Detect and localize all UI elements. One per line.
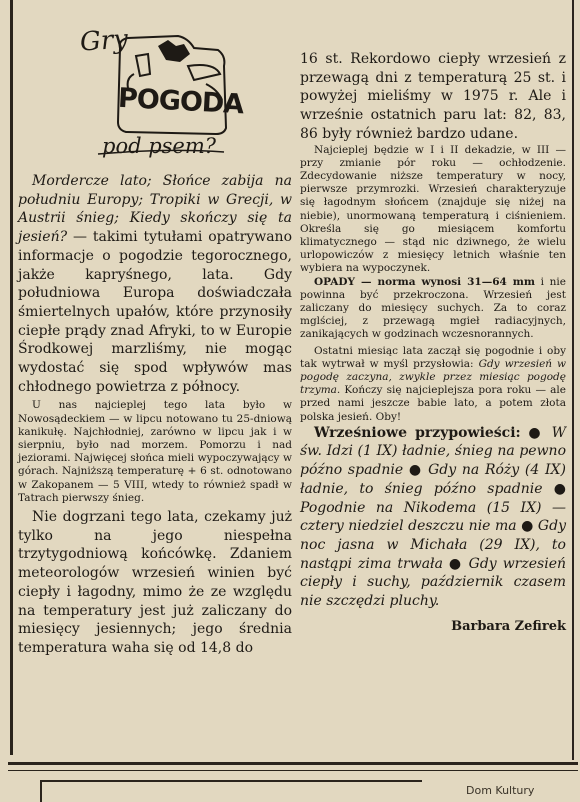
author-signature: Barbara Zefirek	[451, 618, 566, 634]
next-article-fragment: Dom Kultury	[466, 784, 535, 797]
paragraph-september-cont: 16 st. Rekordowo ciepły wrzesień z przewagą dni z temperaturą 25 st. i powyżej mieliśmy w 1975 r. Ale i wrześnie ostatnich paru lat: 82, 83, 86 były również bardzo udane.	[300, 51, 566, 142]
precipitation-lead: OPADY — norma wynosi 31—64 mm	[314, 275, 536, 288]
paragraph-september: Nie dogrzani tego lata, czekamy już tylko na jego niespełna trzytygodniową końcówkę. Zdaniem meteorologów wrzesień winien być ciepły i łagodny, mimo że ze względu na temperatury jest już zaliczany do miesięcy jesiennych; jego średnia temperatura waha się od 14,8 do	[18, 509, 292, 656]
next-article-frame	[40, 780, 422, 802]
proverbs-text: W św. Idzi (1 IX) ładnie, śnieg na pewno późno spadnie ● Gdy na Róży (4 IX) ładnie, to śnieg późno spadnie ● Pogodnie na Nikodema (15 IX) — cztery niedziel deszczu nie ma ● Gdy noc jasna w Michała (29 IX), to nastąpi zima trwała ● Gdy wrzesień ciepły i suchy, październik czasem nie szczędzi pluchy.	[300, 424, 566, 610]
logo-subtitle: pod psem?	[102, 134, 217, 158]
page-rule-bottom-thin	[8, 770, 578, 771]
closing-text-a: Ostatni miesiąc lata zaczął się pogodnie i oby tak wytrwał w myśl przysłowia:	[300, 344, 566, 370]
column-rule-left	[10, 0, 13, 755]
closing-text-b: Kończy się najcieplejsza pora roku — ale przed nami jeszcze babie lato, a potem złota polska jesień. Oby!	[300, 384, 566, 423]
intro-text: — takimi tytułami opatrywano informacje o pogodzie tegorocznego, jakże kapryśnego, lata. Gdy południowa Europa doświadczała śmiertelnych upałów, które przynosiły ciepłe prądy znad Afryki, to w Europie Środkowej marzliśmy, nie mogąc wydostać się spod wpływów mas chłodnego powietrza z północy.	[18, 229, 292, 395]
intro-headlines: Mordercze lato; Słońce zabija na południu Europy; Tropiki w Grecji, w Austrii śnieg; Kiedy skończy się ta jesień?	[18, 173, 292, 246]
left-column	[18, 0, 292, 658]
logo-title: POGODA	[117, 82, 244, 121]
right-column	[300, 50, 566, 634]
column-rule-right	[572, 0, 574, 760]
proverbs-heading: Wrześniowe przypowieści:	[314, 424, 521, 441]
article-intro	[18, 172, 292, 396]
proverbs-block	[300, 424, 566, 611]
logo-prefix: Gry	[79, 24, 129, 58]
paragraph-closing	[300, 345, 566, 424]
paragraph-decades: Najcieplej będzie w I i II dekadzie, w III — przy zmianie pór roku — ochłodzenie. Zdecydowanie niższe temperatury w nocy, pierwsze przymrozki. Wrzesień charakteryzuje się łagodnym słońcem (znajduje się niżej na niebie), unormowaną temperaturą i ciśnieniem. Określa się go miesiącem komfortu klimatycznego — stąd nic dziwnego, że wielu urlopowiczów z miesięcy letnich właśnie ten wybiera na wypoczynek.	[300, 143, 566, 275]
article-logo	[18, 0, 292, 172]
page-rule-bottom	[8, 762, 578, 765]
bullet-icon: ●	[528, 424, 544, 441]
paragraph-summer: U nas najcieplej tego lata było w Nowosądeckiem — w lipcu notowano tu 25-dniową kanikułę. Najchłodniej, zarówno w lipcu jak i w sierpniu, było nad morzem. Pomorzu i nad jeziorami. Najwięcej słońca mieli wypoczywający w górach. Najniższą temperaturę + 6 st. odnotowano w Zakopanem — 5 VIII, wtedy to również spadł w Tatrach pierwszy śnieg.	[18, 399, 292, 504]
paragraph-precipitation	[300, 276, 566, 342]
closing-proverb: Gdy wrzesień w pogodę zaczyna, zwykle przez miesiąc pogodę trzyma.	[300, 357, 566, 397]
precipitation-text: i nie powinna być przekroczona. Wrzesień jest zaliczany do miesięcy suchych. Za to coraz mglściej, z przewagą mgieł radiacyjnych, zanikających w godzinach wczesnorannych.	[300, 275, 566, 341]
